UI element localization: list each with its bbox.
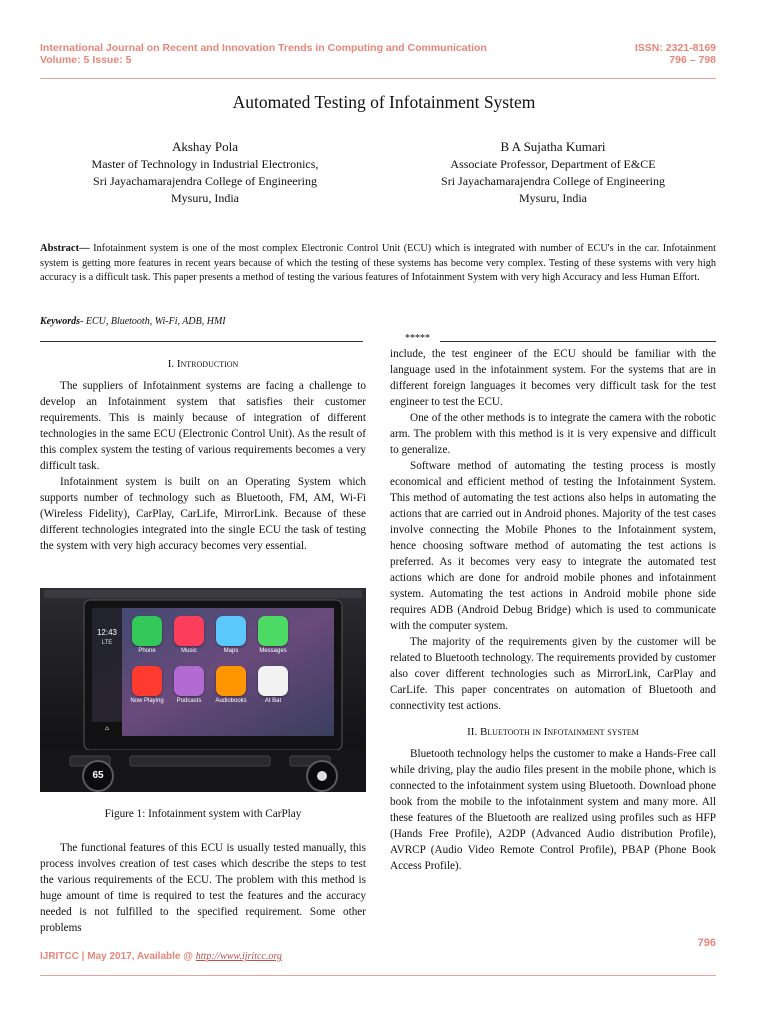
app-label: Now Playing <box>130 698 164 704</box>
separator-stars: ***** <box>405 333 430 344</box>
signal-label: LTE <box>101 640 113 646</box>
paragraph: Bluetooth technology helps the customer to make a Hands-Free call while driving, play the audio files present in the mobile phone, which is connected to the infotainment system using Bluetooth. Download phone book from the mobile to the infotainment system and many more. All these features of the Bluetooth are realized using profiles such as HFP (Hands Free Profile), A2DP (Advanced Audio distribution Profile), AVRCP (Audio Video Remote Control Profile), PBAP (Phone Book Access Profile). <box>390 748 716 872</box>
author-affiliation: Master of Technology in Industrial Electronics, <box>91 157 319 171</box>
app-label: At Bat <box>264 698 282 704</box>
app-icon-audiobooks[interactable] <box>216 666 246 696</box>
paragraph: The suppliers of Infotainment systems are facing a challenge to develop an Infotainment system that satisfies their customer requirements. This is mainly because of integration of different technologies in the same ECU (Electronic Control Unit). As the result of this complex system the testing of various requirements becomes a very difficult task. <box>40 380 366 472</box>
footer: IJRITCC | May 2017, Available @ http://www.ijritcc.org <box>40 951 282 962</box>
keywords-text: - ECU, Bluetooth, Wi-Fi, ADB, HMI <box>80 316 226 327</box>
app-icon-music[interactable] <box>174 616 204 646</box>
hazard-icon <box>317 771 327 781</box>
carplay-figure <box>40 588 366 792</box>
section-heading: I. Introduction <box>167 358 239 370</box>
author-affiliation: Sri Jayachamarajendra College of Engineering <box>441 174 665 188</box>
author-affiliation: Sri Jayachamarajendra College of Engineering <box>93 174 317 188</box>
volume-issue: Volume: 5 Issue: 5 <box>40 54 132 66</box>
paragraph: Infotainment system is built on an Operating System which supports number of technology such as Bluetooth, FM, AM, Wi-Fi (Wireless Fidelity), CarPlay, CarLife, MirrorLink. Because of these different technologies integrated into the single ECU the task of testing the system with very high accuracy becomes very essential. <box>40 476 366 552</box>
section-heading: II. Bluetooth in Infotainment system <box>467 726 639 738</box>
abstract-text: Infotainment system is one of the most complex Electronic Control Unit (ECU) which is integrated with number of ECU's in the car. Infotainment system is getting more features in recent years because of which the testing of these systems has become very complex. Testing of these systems with very high accuracy is a difficult task. This paper presents a method of testing the various features of Infotainment System with very high Accuracy and less Human Effort. <box>40 243 716 284</box>
issn: ISSN: 2321-8169 <box>634 42 716 54</box>
app-label: Music <box>181 648 197 654</box>
keywords <box>40 316 716 327</box>
app-label: Audiobooks <box>215 698 247 704</box>
section-separator <box>40 333 716 347</box>
abstract <box>40 242 716 286</box>
clock: 12:43 <box>96 628 118 637</box>
separator-line <box>40 341 363 342</box>
left-column-bottom <box>40 840 366 936</box>
left-column-top <box>40 356 366 554</box>
separator-line <box>440 341 716 342</box>
footer-rule <box>40 975 716 976</box>
app-label: Maps <box>223 648 239 654</box>
author-location: Mysuru, India <box>519 191 587 205</box>
paragraph: Software method of automating the testing process is mostly economical and efficient method of testing the Infotainment System. This method of automating the test actions also helps in automating the actions that are carried out in Android phones. Majority of the test cases involve connecting the Mobile Phones to the Infotainment system, hence choosing software method of automating the test actions is preferred. As it becomes very easy to integrate the automated test actions which are done for android mobile phones and infotainment system. Automating the test actions in Android mobile phone side requires ADB (Android Debug Bridge) which is used to communicate with the computer system. <box>390 460 716 632</box>
author-affiliation: Associate Professor, Department of E&CE <box>450 157 656 171</box>
paragraph: The majority of the requirements given by the customer will be related to Bluetooth technology. The requirements provided by customer also cover different technologies such as MirrorLink, CarPlay and CarLife. This paper concentrates on automation of Bluetooth and connectivity test actions. <box>390 636 716 712</box>
app-icon-now-playing[interactable] <box>132 666 162 696</box>
page-range: 796 – 798 <box>669 54 716 66</box>
header-rule <box>40 78 716 79</box>
app-label: Podcasts <box>176 698 202 704</box>
journal-link[interactable]: http://www.ijritcc.org <box>195 951 282 962</box>
app-label: Phone <box>138 648 156 654</box>
figure-caption: Figure 1: Infotainment system with CarPlay <box>104 808 302 820</box>
app-icon-phone[interactable] <box>132 616 162 646</box>
app-icon-maps[interactable] <box>216 616 246 646</box>
paragraph: One of the other methods is to integrate the camera with the robotic arm. The problem with this method is it is very expensive and difficult to generalize. <box>390 412 716 456</box>
speed-readout: 65 <box>92 770 104 781</box>
paper-title: Automated Testing of Infotainment System <box>232 92 536 112</box>
svg-text:⌂: ⌂ <box>105 725 109 732</box>
paragraph: The functional features of this ECU is usually tested manually, this process involves creation of test cases which describe the steps to test the various requirements of the ECU. The problem with this method is huge amount of time is required to test the features and the accuracy needed is not fulfilled to the specified requirement. Some other problems <box>40 842 366 934</box>
app-icon-messages[interactable] <box>258 616 288 646</box>
keywords-label: Keywords <box>40 316 80 327</box>
paragraph: include, the test engineer of the ECU should be familiar with the language used in the infotainment system. For the systems that are in different foreign languages it becomes very difficult task for the test engineer to test the ECU. <box>390 348 716 408</box>
author-1 <box>40 138 370 207</box>
app-label: Messages <box>259 648 287 654</box>
app-icon-at-bat[interactable] <box>258 666 288 696</box>
author-name: Akshay Pola <box>171 139 239 154</box>
app-icon-podcasts[interactable] <box>174 666 204 696</box>
abstract-label: Abstract— <box>40 243 90 254</box>
right-column <box>390 346 716 874</box>
carplay-screen <box>92 608 334 736</box>
author-name: B A Sujatha Kumari <box>500 139 606 154</box>
author-2 <box>388 138 718 207</box>
journal-name: International Journal on Recent and Innovation Trends in Computing and Communication <box>40 42 487 54</box>
page-number: 796 <box>697 937 716 949</box>
author-location: Mysuru, India <box>171 191 239 205</box>
